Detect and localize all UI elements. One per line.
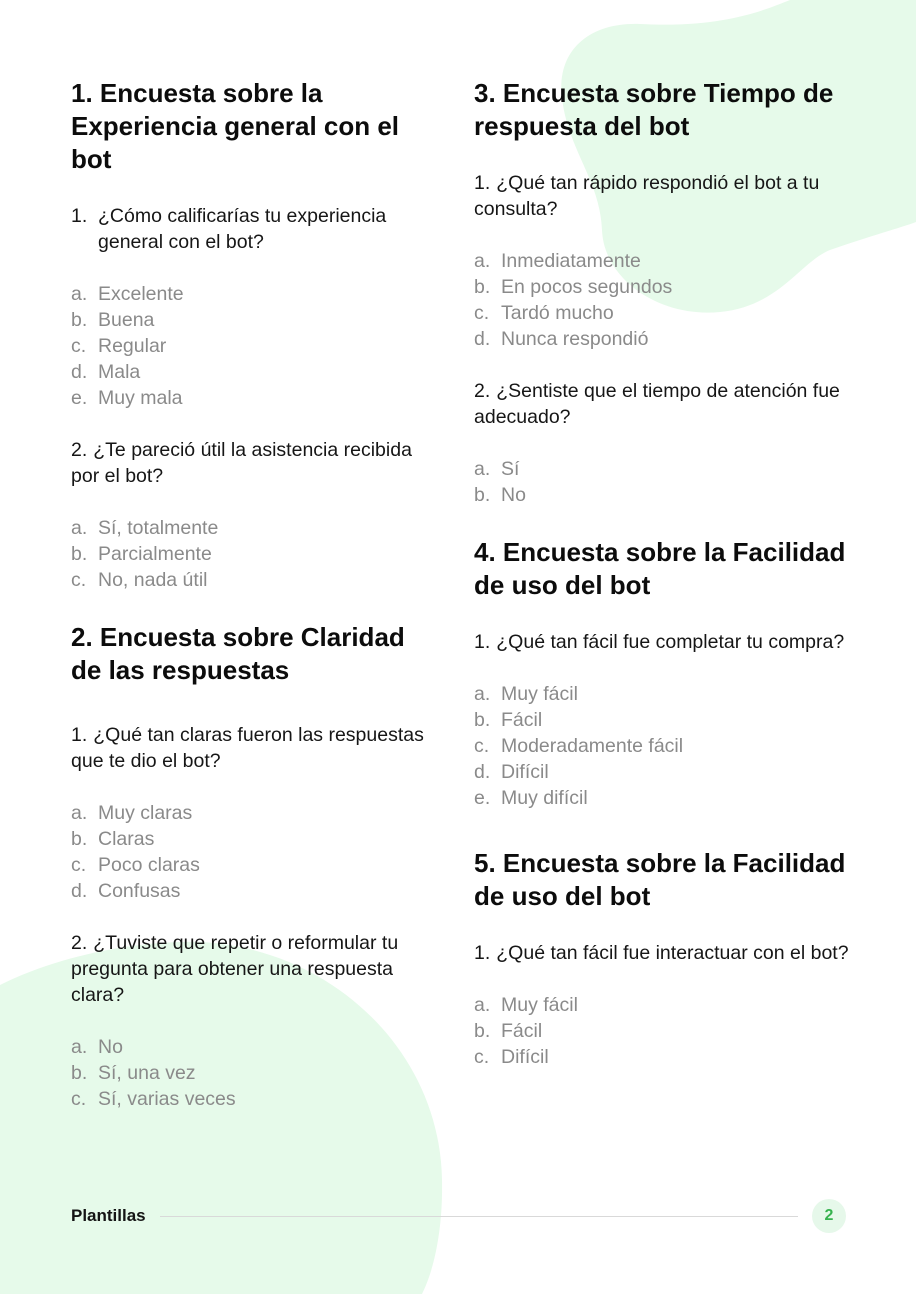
- option-label: Excelente: [98, 283, 184, 305]
- question-number: 1.: [474, 942, 491, 964]
- option-letter: d.: [71, 361, 88, 383]
- option: [474, 1044, 854, 1070]
- option-letter: a.: [71, 283, 88, 305]
- option: [474, 681, 854, 707]
- option-label: Nunca respondió: [501, 328, 649, 350]
- option-list: [474, 248, 854, 352]
- option-label: No: [501, 484, 526, 506]
- option: [474, 785, 854, 811]
- question: [71, 722, 441, 774]
- option-letter: c.: [474, 302, 490, 324]
- question-number: 2.: [71, 932, 88, 954]
- option-label: Fácil: [501, 1020, 543, 1042]
- option: [71, 307, 441, 333]
- option-label: Poco claras: [98, 854, 200, 876]
- option-label: Parcialmente: [98, 543, 212, 565]
- survey-section-2: [71, 621, 441, 1112]
- option-label: Muy difícil: [501, 787, 588, 809]
- option-label: Muy claras: [98, 802, 193, 824]
- option-label: Buena: [98, 309, 155, 331]
- option-label: Fácil: [501, 709, 543, 731]
- option-letter: b.: [474, 1020, 491, 1042]
- option: [71, 385, 441, 411]
- option-letter: b.: [71, 1062, 88, 1084]
- section-title: 4. Encuesta sobre la Facilidad de uso del bot: [474, 537, 846, 600]
- option: [71, 1086, 441, 1112]
- section-title: 5. Encuesta sobre la Facilidad de uso del bot: [474, 848, 846, 911]
- option-label: Regular: [98, 335, 167, 357]
- option: [71, 1060, 441, 1086]
- option-label: No, nada útil: [98, 569, 208, 591]
- option-label: No: [98, 1036, 123, 1058]
- section-title: 2. Encuesta sobre Claridad de las respuestas: [71, 622, 405, 685]
- right-column: [474, 77, 854, 1096]
- option-label: Difícil: [501, 761, 549, 783]
- option: [474, 1018, 854, 1044]
- option: [474, 992, 854, 1018]
- question-text: ¿Tuviste que repetir o reformular tu pregunta para obtener una respuesta clara?: [71, 932, 399, 1006]
- option-label: Tardó mucho: [501, 302, 614, 324]
- option: [71, 333, 441, 359]
- option-letter: d.: [474, 761, 491, 783]
- question: [474, 629, 854, 655]
- footer-label: Plantillas: [71, 1206, 146, 1225]
- option: [71, 281, 441, 307]
- option-list: [474, 456, 854, 508]
- option: [71, 826, 441, 852]
- option-letter: c.: [474, 735, 490, 757]
- option-label: Muy fácil: [501, 683, 578, 705]
- left-column: [71, 77, 441, 1138]
- option-letter: d.: [474, 328, 491, 350]
- question-text: ¿Qué tan claras fueron las respuestas que te dio el bot?: [71, 724, 424, 772]
- option-label: Difícil: [501, 1046, 549, 1068]
- question: [71, 203, 441, 255]
- option-letter: c.: [71, 569, 87, 591]
- footer-divider: [160, 1216, 798, 1217]
- option: [474, 326, 854, 352]
- option-letter: c.: [71, 335, 87, 357]
- option-letter: a.: [474, 683, 491, 705]
- question-number: 1.: [474, 172, 491, 194]
- page-number-badge: 2: [812, 1199, 846, 1233]
- option-label: Moderadamente fácil: [501, 735, 684, 757]
- question-number: 2.: [474, 380, 491, 402]
- option-letter: a.: [474, 250, 491, 272]
- option-letter: c.: [474, 1046, 490, 1068]
- option-letter: c.: [71, 854, 87, 876]
- option-letter: e.: [474, 787, 491, 809]
- option-label: Sí, una vez: [98, 1062, 196, 1084]
- option: [71, 541, 441, 567]
- option: [71, 515, 441, 541]
- option-list: [71, 515, 441, 593]
- option-letter: a.: [71, 1036, 88, 1058]
- survey-section-1: [71, 77, 441, 593]
- option-label: Mala: [98, 361, 141, 383]
- question-text: ¿Qué tan fácil fue completar tu compra?: [496, 631, 845, 653]
- option-letter: a.: [71, 517, 88, 539]
- option-letter: b.: [474, 709, 491, 731]
- page-footer: [71, 1202, 846, 1230]
- question-text: ¿Cómo calificarías tu experiencia general con el bot?: [98, 205, 387, 253]
- option-list: [71, 281, 441, 411]
- option: [474, 248, 854, 274]
- option-letter: b.: [474, 484, 491, 506]
- question: [71, 930, 441, 1008]
- option: [474, 456, 854, 482]
- option-letter: b.: [474, 276, 491, 298]
- option: [474, 759, 854, 785]
- question-text: ¿Qué tan rápido respondió el bot a tu consulta?: [474, 172, 820, 220]
- question-text: ¿Qué tan fácil fue interactuar con el bot?: [496, 942, 849, 964]
- option-label: Inmediatamente: [501, 250, 641, 272]
- question: [474, 170, 854, 222]
- question-text: ¿Te pareció útil la asistencia recibida por el bot?: [71, 439, 412, 487]
- option: [71, 800, 441, 826]
- option: [71, 852, 441, 878]
- survey-section-5: [474, 847, 854, 1070]
- question: [71, 437, 441, 489]
- option-label: Claras: [98, 828, 155, 850]
- option: [71, 359, 441, 385]
- option-label: Sí, totalmente: [98, 517, 219, 539]
- option-label: Sí: [501, 458, 520, 480]
- survey-section-4: [474, 536, 854, 811]
- option-letter: c.: [71, 1088, 87, 1110]
- option: [71, 878, 441, 904]
- question-number: 1.: [71, 724, 88, 746]
- option: [71, 1034, 441, 1060]
- survey-section-3: [474, 77, 854, 508]
- question: [474, 940, 854, 966]
- question-text: ¿Sentiste que el tiempo de atención fue adecuado?: [474, 380, 840, 428]
- option-label: Muy mala: [98, 387, 183, 409]
- option-letter: b.: [71, 828, 88, 850]
- option: [474, 300, 854, 326]
- option-letter: d.: [71, 880, 88, 902]
- option: [474, 274, 854, 300]
- question-number: 1.: [474, 631, 491, 653]
- section-title: 3. Encuesta sobre Tiempo de respuesta del bot: [474, 78, 834, 141]
- question: [474, 378, 854, 430]
- option-label: Sí, varias veces: [98, 1088, 236, 1110]
- option-list: [474, 681, 854, 811]
- option-letter: e.: [71, 387, 88, 409]
- option-letter: a.: [71, 802, 88, 824]
- option: [474, 733, 854, 759]
- option: [71, 567, 441, 593]
- option-letter: b.: [71, 543, 88, 565]
- option-list: [71, 1034, 441, 1112]
- question-number: 2.: [71, 439, 88, 461]
- option: [474, 482, 854, 508]
- section-title: 1. Encuesta sobre la Experiencia general con el bot: [71, 78, 400, 174]
- option-list: [71, 800, 441, 904]
- option: [474, 707, 854, 733]
- option-list: [474, 992, 854, 1070]
- question-number: 1.: [71, 205, 88, 227]
- option-label: Muy fácil: [501, 994, 578, 1016]
- option-letter: b.: [71, 309, 88, 331]
- option-label: Confusas: [98, 880, 181, 902]
- option-letter: a.: [474, 994, 491, 1016]
- option-label: En pocos segundos: [501, 276, 673, 298]
- option-letter: a.: [474, 458, 491, 480]
